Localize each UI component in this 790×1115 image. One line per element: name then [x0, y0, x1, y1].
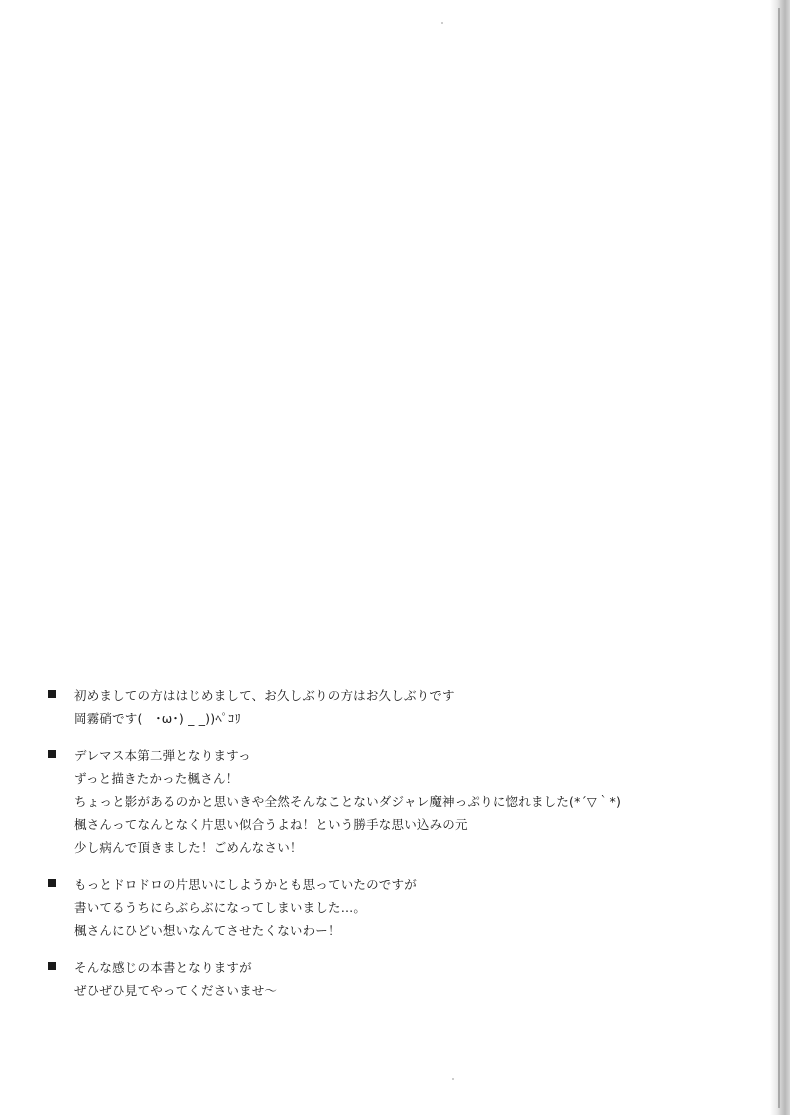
text-line: そんな感じの本書となりますが — [74, 960, 252, 975]
afterword-section-4 — [48, 956, 748, 1002]
page-edge-shadow — [770, 0, 790, 1115]
text-line: ちょっと影があるのかと思いきや全然そんなことないダジャレ魔神っぷりに惚れました(*´▽｀*) — [74, 794, 622, 809]
text-line: デレマス本第二弾となりますっ — [74, 748, 251, 763]
text-line: 岡霧硝です( ･ω･) _ _))ﾍﾟｺﾘ — [74, 711, 241, 726]
afterword-section-2 — [48, 744, 748, 859]
section-lines — [74, 956, 748, 1002]
text-line: ずっと描きたかった楓さん！ — [74, 771, 239, 786]
section-lines — [74, 684, 748, 730]
text-line: 書いてるうちにらぶらぶになってしまいました…。 — [74, 900, 367, 915]
page-edge-line — [778, 8, 780, 1108]
afterword-section-1 — [48, 684, 748, 730]
square-bullet-icon — [48, 879, 56, 887]
text-line: ぜひぜひ見てやってくださいませ～ — [74, 983, 278, 998]
scan-speck — [452, 1078, 454, 1080]
square-bullet-icon — [48, 962, 56, 970]
text-line: 楓さんにひどい想いなんてさせたくないわー！ — [74, 923, 341, 938]
text-line: 楓さんってなんとなく片思い似合うよね！という勝手な思い込みの元 — [74, 817, 468, 832]
text-line: 初めましての方ははじめまして、お久しぶりの方はお久しぶりです — [74, 688, 455, 703]
square-bullet-icon — [48, 690, 56, 698]
section-lines — [74, 873, 748, 942]
square-bullet-icon — [48, 750, 56, 758]
scan-speck — [441, 22, 443, 24]
text-line: もっとドロドロの片思いにしようかとも思っていたのですが — [74, 877, 417, 892]
section-lines — [74, 744, 748, 859]
afterword-section-3 — [48, 873, 748, 942]
text-line: 少し病んで頂きました！ごめんなさい！ — [74, 840, 303, 855]
afterword-text-block — [48, 684, 748, 1002]
